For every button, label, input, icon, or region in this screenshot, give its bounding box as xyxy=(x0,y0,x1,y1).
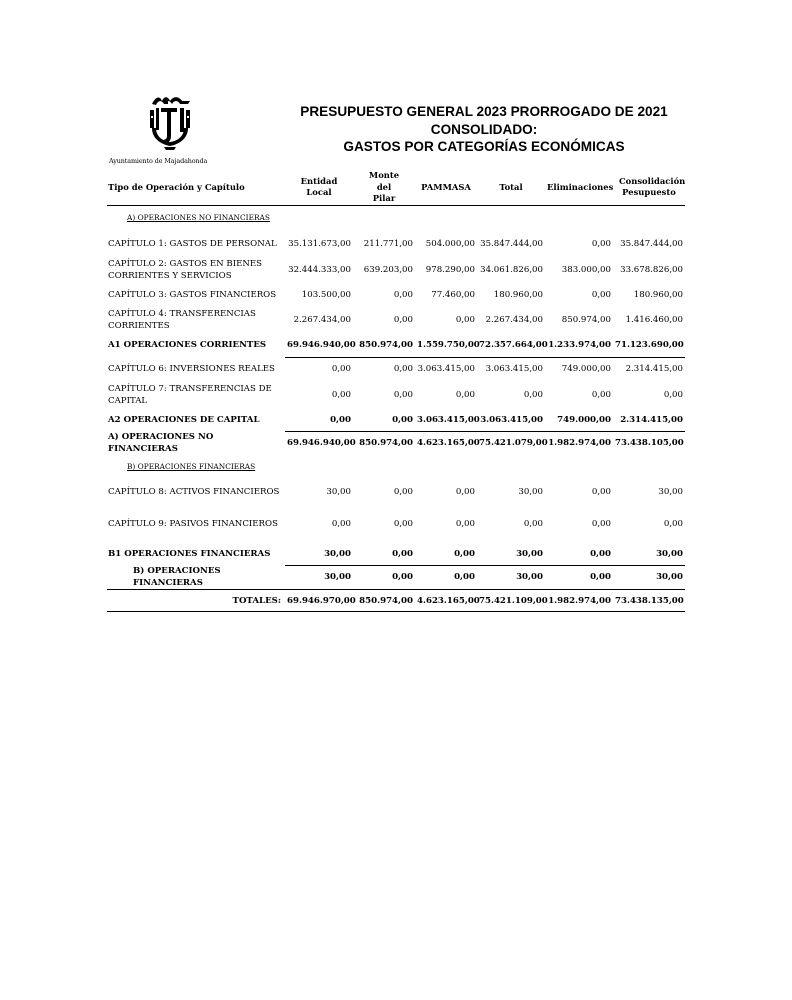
cell-total: 72.357.664,00 xyxy=(477,333,545,357)
majadahonda-logo xyxy=(146,92,194,152)
cell-total: 75.421.079,00 xyxy=(479,438,548,449)
row-label: CAPÍTULO 7: TRANSFERENCIAS DE CAPITAL xyxy=(108,384,272,406)
cell-consolidacion: 180.960,00 xyxy=(633,290,683,300)
cell-eliminaciones: 0,00 xyxy=(590,572,611,583)
row-label: A1 OPERACIONES CORRIENTES xyxy=(108,340,267,350)
table-row xyxy=(107,505,685,543)
cell-pammasa: 4.623.165,00 xyxy=(417,438,480,449)
row-label: CAPÍTULO 6: INVERSIONES REALES xyxy=(108,364,275,374)
col-header-eliminaciones: Eliminaciones xyxy=(545,170,613,205)
cell-pammasa: 4.623.165,00 xyxy=(415,590,477,612)
cell-total: 35.847.444,00 xyxy=(480,239,543,249)
table-row xyxy=(107,357,685,381)
cell-consolidacion: 1.416.460,00 xyxy=(625,315,683,325)
row-label: B) OPERACIONES FINANCIERAS xyxy=(133,566,221,588)
cell-total: 34.061.826,00 xyxy=(480,265,543,275)
cell-pammasa: 0,00 xyxy=(455,315,475,325)
cell-total: 30,00 xyxy=(518,487,543,497)
cell-entidad: 2.267.434,00 xyxy=(293,315,351,325)
cell-total: 75.421.109,00 xyxy=(477,590,545,612)
cell-consolidacion: 0,00 xyxy=(663,519,683,529)
cell-total: 3.063.415,00 xyxy=(477,409,545,431)
cell-eliminaciones: 0,00 xyxy=(591,290,611,300)
cell-consolidacion: 2.314.415,00 xyxy=(613,409,685,431)
cell-entidad: 0,00 xyxy=(331,390,351,400)
cell-consolidacion: 2.314.415,00 xyxy=(625,364,683,375)
cell-eliminaciones: 749.000,00 xyxy=(545,409,613,431)
col-header-type: Tipo de Operación y Capítulo xyxy=(107,170,285,205)
cell-pammasa: 0,00 xyxy=(454,572,475,583)
section-label: A) OPERACIONES NO FINANCIERAS xyxy=(127,213,270,223)
cell-monte: 850.974,00 xyxy=(353,333,415,357)
subtotal-row xyxy=(107,431,685,455)
cell-consolidacion: 0,00 xyxy=(663,390,683,400)
cell-monte: 0,00 xyxy=(353,543,415,565)
cell-eliminaciones: 0,00 xyxy=(545,543,613,565)
section-row xyxy=(107,205,685,231)
cell-monte: 0,00 xyxy=(393,487,413,497)
cell-eliminaciones: 1.982.974,00 xyxy=(545,590,613,612)
cell-entidad: 32.444.333,00 xyxy=(288,265,351,275)
cell-eliminaciones: 1.982.974,00 xyxy=(548,438,611,449)
cell-monte: 850.974,00 xyxy=(353,590,415,612)
cell-pammasa: 77.460,00 xyxy=(431,290,475,300)
row-label: CAPÍTULO 4: TRANSFERENCIAS CORRIENTES xyxy=(108,309,256,331)
cell-consolidacion: 73.438.135,00 xyxy=(613,590,685,612)
cell-monte: 0,00 xyxy=(393,290,413,300)
cell-total: 0,00 xyxy=(523,390,543,400)
subtotal-row xyxy=(107,333,685,357)
table-row xyxy=(107,257,685,283)
row-label: CAPÍTULO 2: GASTOS EN BIENES CORRIENTES Y SERVICIOS xyxy=(108,259,263,281)
cell-pammasa: 1.559.750,00 xyxy=(415,333,477,357)
cell-monte: 0,00 xyxy=(393,315,413,325)
cell-eliminaciones: 0,00 xyxy=(591,239,611,249)
cell-monte: 639.203,00 xyxy=(363,265,413,275)
cell-total: 30,00 xyxy=(477,543,545,565)
cell-monte: 0,00 xyxy=(393,519,413,529)
cell-eliminaciones: 749.000,00 xyxy=(561,364,611,375)
table-row xyxy=(107,381,685,409)
cell-pammasa: 3.063.415,00 xyxy=(415,409,477,431)
col-header-monte: Monte del Pilar xyxy=(353,170,415,205)
cell-pammasa: 0,00 xyxy=(415,543,477,565)
table-row xyxy=(107,307,685,333)
cell-monte: 850.974,00 xyxy=(359,438,413,449)
cell-entidad: 30,00 xyxy=(324,572,351,583)
row-label: A) OPERACIONES NO FINANCIERAS xyxy=(108,432,214,454)
row-label: A2 OPERACIONES DE CAPITAL xyxy=(108,415,260,425)
cell-consolidacion: 73.438.105,00 xyxy=(615,438,684,449)
row-label: B1 OPERACIONES FINANCIERAS xyxy=(108,549,271,559)
cell-entidad: 103.500,00 xyxy=(301,290,351,300)
cell-consolidacion: 33.678.826,00 xyxy=(620,265,683,275)
section-label: B) OPERACIONES FINANCIERAS xyxy=(127,462,256,471)
budget-table xyxy=(107,170,685,612)
cell-monte: 0,00 xyxy=(392,572,413,583)
cell-total: 2.267.434,00 xyxy=(485,315,543,325)
row-label: CAPÍTULO 3: GASTOS FINANCIEROS xyxy=(108,290,277,300)
cell-entidad: 0,00 xyxy=(331,519,351,529)
cell-pammasa: 3.063.415,00 xyxy=(417,364,475,375)
page-title xyxy=(300,103,668,156)
cell-entidad: 69.946.940,00 xyxy=(285,333,353,357)
cell-entidad: 0,00 xyxy=(331,364,351,375)
cell-monte: 211.771,00 xyxy=(363,239,413,249)
cell-pammasa: 0,00 xyxy=(455,390,475,400)
table-header-row xyxy=(107,170,685,205)
cell-eliminaciones: 0,00 xyxy=(591,487,611,497)
cell-total: 0,00 xyxy=(523,519,543,529)
cell-entidad: 35.131.673,00 xyxy=(288,239,351,249)
cell-total: 3.063.415,00 xyxy=(485,364,543,375)
cell-pammasa: 0,00 xyxy=(455,487,475,497)
title-line-3: GASTOS POR CATEGORÍAS ECONÓMICAS xyxy=(343,139,625,154)
row-label: CAPÍTULO 8: ACTIVOS FINANCIEROS xyxy=(108,487,280,497)
title-line-2: CONSOLIDADO: xyxy=(430,121,538,137)
row-label: CAPÍTULO 1: GASTOS DE PERSONAL xyxy=(108,239,277,249)
cell-eliminaciones: 383.000,00 xyxy=(561,265,611,275)
cell-pammasa: 504.000,00 xyxy=(425,239,475,249)
title-line-1: PRESUPUESTO GENERAL 2023 PRORROGADO DE 2021 xyxy=(300,104,668,119)
row-label: CAPÍTULO 9: PASIVOS FINANCIEROS xyxy=(108,519,278,529)
subtotal-row xyxy=(107,543,685,565)
cell-eliminaciones: 0,00 xyxy=(591,390,611,400)
col-header-pammasa: PAMMASA xyxy=(415,170,477,205)
cell-consolidacion: 30,00 xyxy=(658,487,683,497)
cell-eliminaciones: 1.233.974,00 xyxy=(545,333,613,357)
table-row xyxy=(107,479,685,505)
cell-entidad: 69.946.970,00 xyxy=(285,590,353,612)
cell-entidad: 0,00 xyxy=(285,409,353,431)
section-row xyxy=(107,455,685,479)
cell-consolidacion: 71.123.690,00 xyxy=(613,333,685,357)
cell-entidad: 69.946.940,00 xyxy=(287,438,356,449)
cell-entidad: 30,00 xyxy=(326,487,351,497)
cell-eliminaciones: 850.974,00 xyxy=(561,315,611,325)
cell-monte: 0,00 xyxy=(393,390,413,400)
cell-monte: 0,00 xyxy=(353,409,415,431)
cell-consolidacion: 30,00 xyxy=(656,572,683,583)
table-row xyxy=(107,283,685,307)
cell-total: 30,00 xyxy=(516,572,543,583)
subtotal-row xyxy=(107,565,685,590)
cell-monte: 0,00 xyxy=(393,364,413,375)
municipality-caption: Ayuntamiento de Majadahonda xyxy=(109,157,208,165)
col-header-total: Total xyxy=(477,170,545,205)
table-row xyxy=(107,231,685,257)
cell-pammasa: 978.290,00 xyxy=(425,265,475,275)
col-header-entidad: Entidad Local xyxy=(285,170,353,205)
cell-pammasa: 0,00 xyxy=(455,519,475,529)
totals-row xyxy=(107,590,685,612)
cell-total: 180.960,00 xyxy=(493,290,543,300)
cell-eliminaciones: 0,00 xyxy=(591,519,611,529)
subtotal-row xyxy=(107,409,685,431)
col-header-consolidacion: Consolidación Pesupuesto xyxy=(613,170,685,205)
cell-consolidacion: 30,00 xyxy=(613,543,685,565)
cell-entidad: 30,00 xyxy=(285,543,353,565)
cell-consolidacion: 35.847.444,00 xyxy=(620,239,683,249)
totals-label: TOTALES: xyxy=(107,590,285,612)
